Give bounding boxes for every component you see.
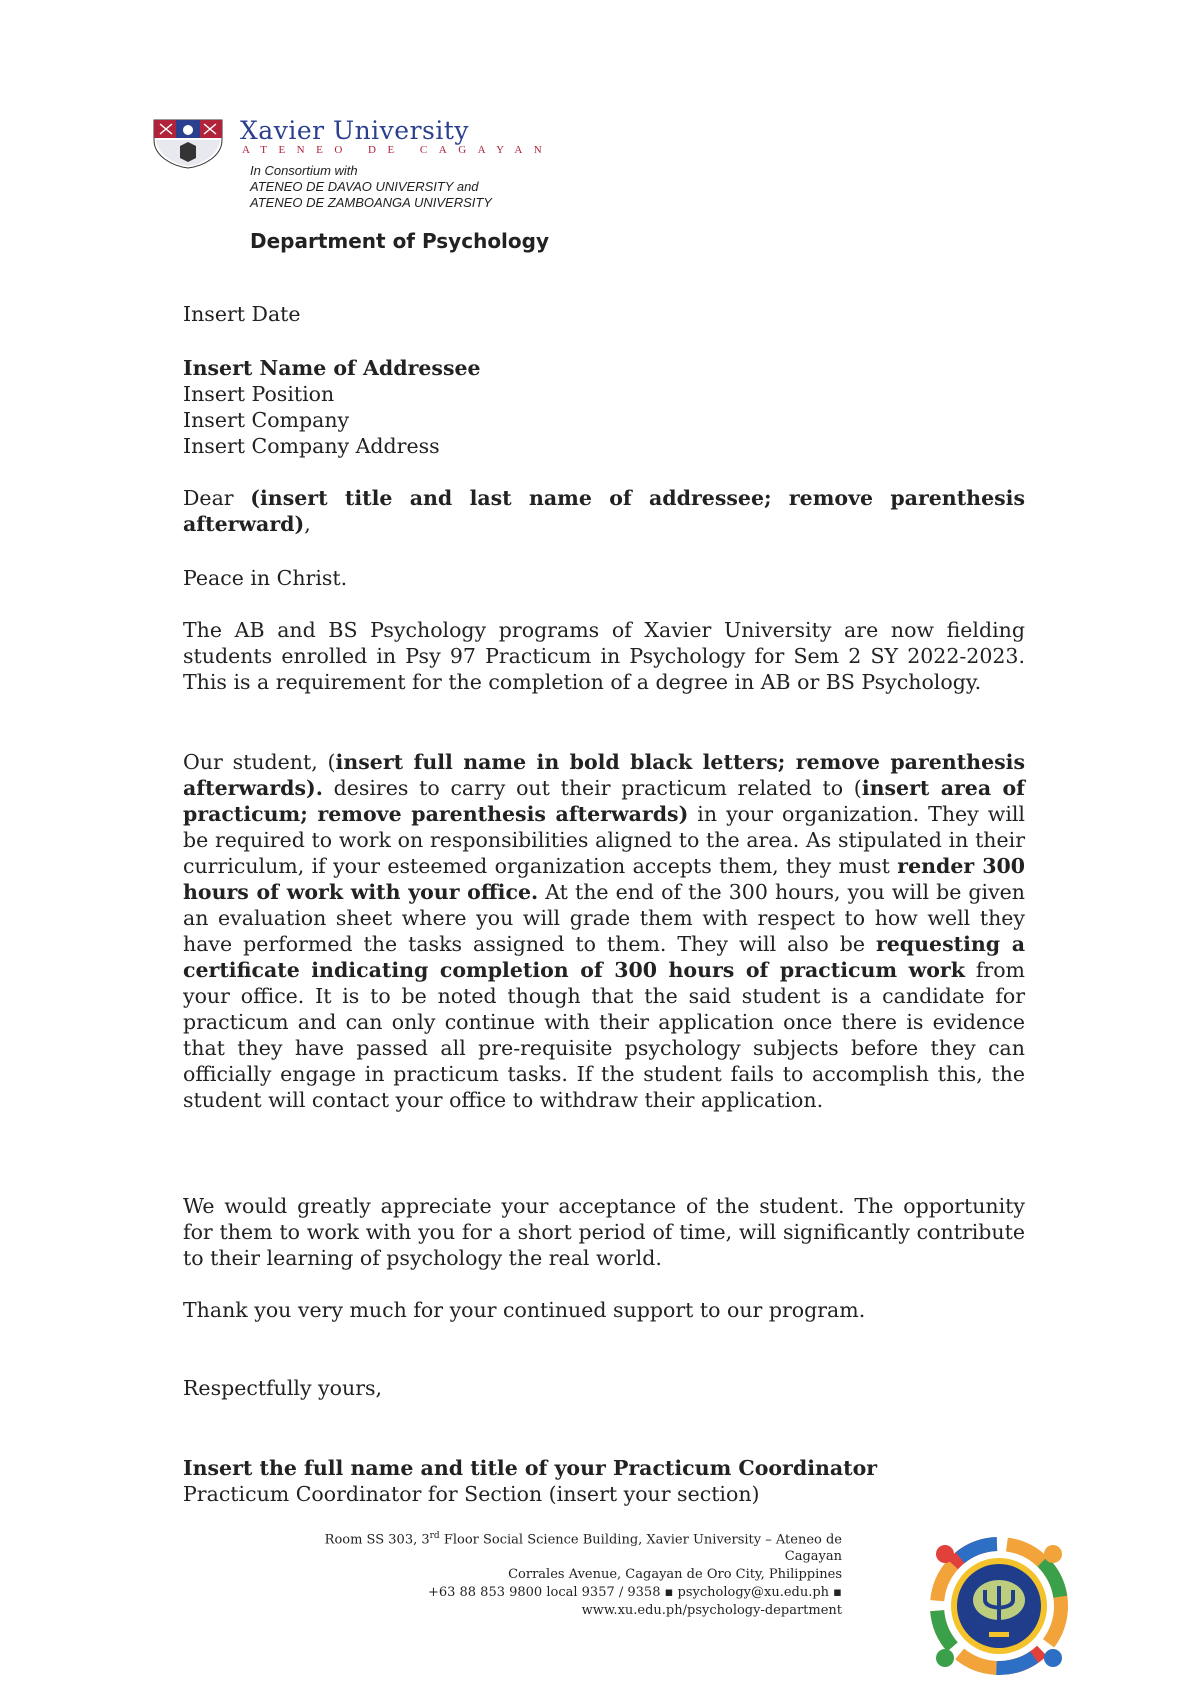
university-subtitle: ATENEO DE CAGAYAN (242, 144, 554, 156)
letter-date: Insert Date (183, 302, 301, 326)
addressee-address: Insert Company Address (183, 434, 440, 458)
footer-address-line-2: Cagayan (784, 1549, 842, 1564)
greeting: Peace in Christ. (183, 566, 348, 590)
signatory-name: Insert the full name and title of your Practicum Coordinator (183, 1456, 878, 1480)
addressee-name: Insert Name of Addressee (183, 356, 481, 380)
footer-website: www.xu.edu.ph/psychology-department (581, 1603, 842, 1618)
psychology-department-logo (925, 1532, 1073, 1682)
university-crest-logo (152, 118, 224, 170)
consortium-line-3: ATENEO DE ZAMBOANGA UNIVERSITY (250, 195, 492, 210)
paragraph-1: The AB and BS Psychology programs of Xavier University are now fielding students enrolled in Psy 97 Practicum in Psychology for Sem 2 SY 2022-2023. This is a requirement for the completion of a degree in AB or BS Psychology. (183, 618, 1025, 694)
salutation: Dear (insert title and last name of addressee; remove parenthesis afterward), (183, 486, 1025, 536)
department-name: Department of Psychology (250, 229, 550, 253)
addressee-position: Insert Position (183, 382, 335, 406)
consortium-line-2: ATENEO DE DAVAO UNIVERSITY and (250, 179, 479, 194)
paragraph-2: Our student, (insert full name in bold black letters; remove parenthesis afterwards). desires to carry out their practicum related to (insert area of practicum; remove parenthesis afterwards) in your organization. They will be required to work on responsibilities aligned to the area. As stipulated in their curriculum, if your esteemed organization accepts them, they must render 300 hours of work with your office. At the end of the 300 hours, you will be given an evaluation sheet where you will grade them with respect to how well they have performed the tasks assigned to them. They will also be requesting a certificate indicating completion of 300 hours of practicum work from your office. It is to be noted though that the said student is a candidate for practicum and can only continue with their application once there is evidence that they have passed all pre-requisite psychology subjects before they can officially engage in practicum tasks. If the student fails to accomplish this, the student will contact your office to withdraw their application. (183, 750, 1026, 1112)
footer-contact-line: +63 88 853 9800 local 9357 / 9358 ▪ psychology@xu.edu.ph ▪ (427, 1585, 842, 1600)
consortium-line-1: In Consortium with (250, 163, 358, 178)
closing: Respectfully yours, (183, 1376, 383, 1400)
addressee-company: Insert Company (183, 408, 350, 432)
paragraph-4: Thank you very much for your continued support to our program. (183, 1298, 866, 1322)
university-name: Xavier University (240, 116, 470, 145)
signatory-title: Practicum Coordinator for Section (insert your section) (183, 1482, 760, 1506)
footer-address-line-3: Corrales Avenue, Cagayan de Oro City, Philippines (508, 1567, 842, 1582)
paragraph-3: We would greatly appreciate your acceptance of the student. The opportunity for them to work with you for a short period of time, will significantly contribute to their learning of psychology the real world. (183, 1194, 1025, 1270)
footer-address-line-1: Room SS 303, 3rd Floor Social Science Building, Xavier University – Ateneo de (324, 1531, 842, 1548)
addressee-block (183, 355, 1025, 459)
